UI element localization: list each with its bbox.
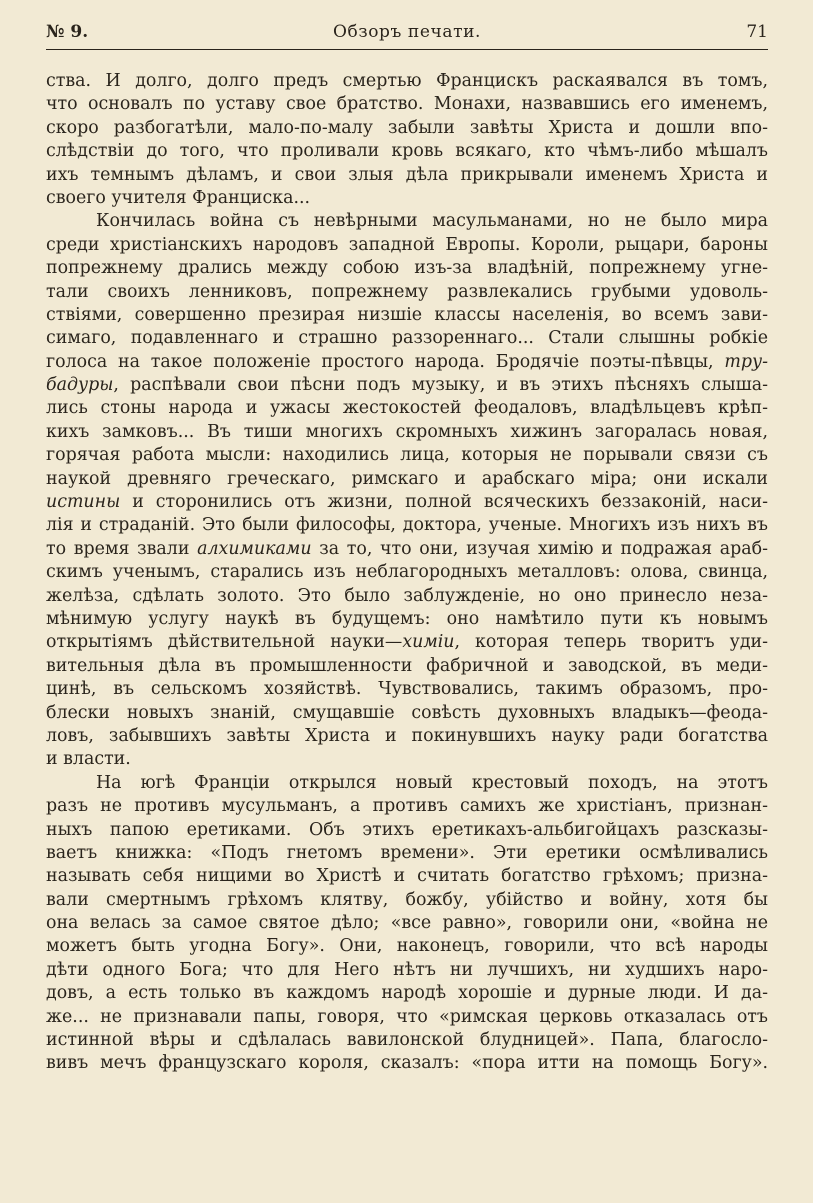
- text-line: горячая работа мысли: находились лица, которыя не порывали связи съ: [46, 445, 768, 466]
- text-line: вительныя дѣла въ промышленности фабричной и заводской, въ меди-: [46, 655, 768, 676]
- text-line: то время звали алхимиками за то, что они, изучая химію и подражая араб-: [46, 538, 768, 559]
- text-line: мѣнимую услугу наукѣ въ будущемъ: оно намѣтило пути къ новымъ: [46, 608, 768, 629]
- text-line: попрежнему дрались между собою изъ-за владѣній, попрежнему угне-: [46, 258, 768, 279]
- text-line: истинной вѣры и сдѣлалась вавилонской блудницей». Папа, благосло-: [46, 1030, 768, 1051]
- issue-number: № 9.: [46, 22, 89, 42]
- text-line: симаго, подавленнаго и страшно раззореннаго... Стали слышны робкіе: [46, 328, 768, 349]
- text-line: и власти.: [46, 749, 131, 770]
- text-line: называть себя нищими во Христѣ и считать богатство грѣхомъ; призна-: [46, 866, 768, 887]
- text-line: наукой древняго греческаго, римскаго и арабскаго міра; они искали: [46, 468, 768, 489]
- text-line: дѣти одного Бога; что для Него нѣтъ ни лучшихъ, ни худшихъ наро-: [46, 959, 768, 980]
- text-line: бадуры, распѣвали свои пѣсни подъ музыку, и въ этихъ пѣсняхъ слыша-: [46, 375, 768, 396]
- text-line: среди христіанскихъ народовъ западной Европы. Короли, рыцари, бароны: [46, 234, 768, 255]
- text-line: ловъ, забывшихъ завѣты Христа и покинувшихъ науку ради богатства: [46, 725, 768, 746]
- paragraph: [46, 70, 768, 210]
- text-line: слѣдствіи до того, что проливали кровь всякаго, кто чѣмъ-либо мѣшалъ: [46, 141, 768, 162]
- section-title: Обзоръ печати.: [332, 22, 482, 42]
- text-line: Кончилась война съ невѣрными масульманами, но не было мира: [96, 211, 768, 232]
- text-line: вивъ мечъ французскаго короля, сказалъ: «пора итти на помощь Богу».: [46, 1053, 768, 1074]
- text-line: ихъ темнымъ дѣламъ, и свои злыя дѣла прикрывали именемъ Христа и: [46, 164, 768, 185]
- text-line: можетъ быть угодна Богу». Они, наконецъ, говорили, что всѣ народы: [46, 936, 768, 957]
- text-line: же... не признавали папы, говоря, что «римская церковь отказалась отъ: [46, 1006, 768, 1027]
- paragraph: [46, 210, 768, 771]
- text-line: вали смертнымъ грѣхомъ клятву, божбу, убійство и войну, хотя бы: [46, 889, 768, 910]
- text-line: голоса на такое положеніе простого народа. Бродячіе поэты-пѣвцы, тру-: [46, 351, 768, 372]
- text-line: блески новыхъ знаній, смущавшіе совѣсть духовныхъ владыкъ—феода-: [46, 702, 768, 723]
- header-rule: [46, 49, 768, 50]
- body-text: [46, 70, 768, 1076]
- text-line: ствіями, совершенно презирая низшіе классы населенія, во всемъ зави-: [46, 304, 768, 325]
- text-line: На югѣ Франціи открылся новый крестовый походъ, на этотъ: [96, 772, 768, 793]
- paragraph: [46, 772, 768, 1076]
- text-line: скимъ ученымъ, старались изъ неблагородныхъ металловъ: олова, свинца,: [46, 562, 768, 583]
- text-line: открытіямъ дѣйствительной науки—химіи, которая теперь творитъ уди-: [46, 632, 768, 653]
- text-line: цинѣ, въ сельскомъ хозяйствѣ. Чувствовались, такимъ образомъ, про-: [46, 679, 768, 700]
- page-number: 71: [746, 22, 768, 42]
- text-line: лись стоны народа и ужасы жестокостей феодаловъ, владѣльцевъ крѣп-: [46, 398, 768, 419]
- text-line: ваетъ книжка: «Подъ гнетомъ времени». Эти еретики осмѣливались: [46, 842, 768, 863]
- text-line: кихъ замковъ... Въ тиши многихъ скромныхъ хижинъ загоралась новая,: [46, 421, 768, 442]
- text-line: довъ, а есть только въ каждомъ народѣ хорошіе и дурные люди. И да-: [46, 983, 768, 1004]
- text-line: тали своихъ ленниковъ, попрежнему развлекались грубыми удоволь-: [46, 281, 768, 302]
- text-line: истины и сторонились отъ жизни, полной всяческихъ беззаконій, наси-: [46, 492, 768, 513]
- text-line: она велась за самое святое дѣло; «все равно», говорили они, «война не: [46, 913, 768, 934]
- text-line: разъ не противъ мусульманъ, а противъ самихъ же христіанъ, признан-: [46, 796, 768, 817]
- text-line: лія и страданій. Это были философы, доктора, ученые. Многихъ изъ нихъ въ: [46, 515, 768, 536]
- text-line: что основалъ по уставу свое братство. Монахи, назвавшись его именемъ,: [46, 94, 768, 115]
- text-line: скоро разбогатѣли, мало-по-малу забыли завѣты Христа и дошли впо-: [46, 117, 768, 138]
- text-line: ныхъ папою еретиками. Объ этихъ еретикахъ-альбигойцахъ разсказы-: [46, 819, 768, 840]
- text-line: ства. И долго, долго предъ смертью Францискъ раскаявался въ томъ,: [46, 71, 768, 91]
- text-line: своего учителя Франциска...: [46, 187, 311, 208]
- text-line: желѣза, сдѣлать золото. Это было заблужденіе, но оно принесло неза-: [46, 585, 768, 606]
- running-header: [46, 22, 768, 48]
